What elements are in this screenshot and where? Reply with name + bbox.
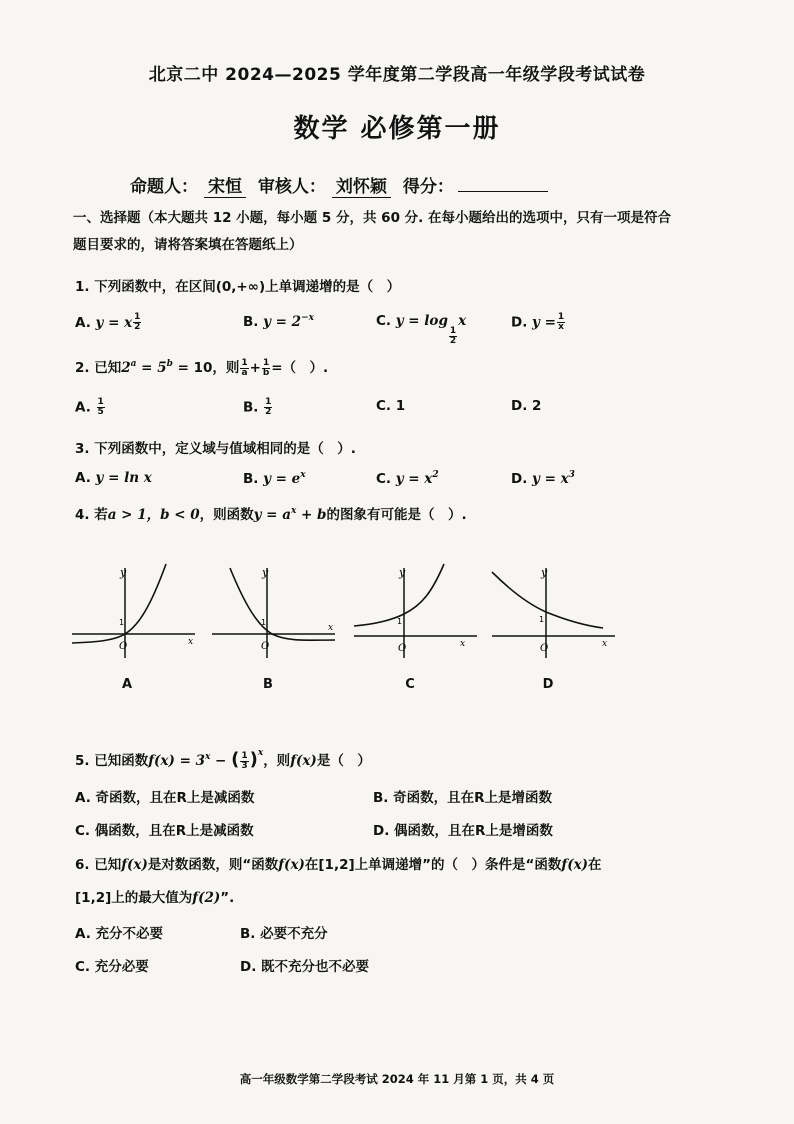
graph-b-label: B [263, 677, 273, 692]
subject-title: 数学 必修第一册 [293, 114, 501, 144]
graph-d-label: D [542, 677, 554, 692]
score-blank[interactable] [458, 191, 548, 192]
graph-a-label: A [121, 677, 133, 692]
q6-stem-line1: 6. 已知f(x)是对数函数，则“函数f(x)在[1,2]上单调递增”的（ ）条件是“函数f(x)在 [75, 857, 602, 873]
graph-a-curve [72, 564, 166, 643]
graph-a-origin: O [119, 641, 128, 652]
section-1-heading: 一、选择题（本大题共 12 小题，每小题 5 分，共 60 分. 在每小题给出的选项中，只有一项是符合题目要求的，请将答案填在答题纸上） [73, 210, 671, 253]
q3-option-a[interactable]: A. y = ln x [75, 470, 152, 486]
q1-option-d[interactable]: D. y = $\frac{1}{x}$ [511, 312, 565, 332]
graph-c-y-label: y [399, 566, 406, 579]
q3-option-d[interactable]: D. $y = x^3$ [511, 470, 575, 487]
graph-b-tick: 1 [261, 618, 267, 627]
graph-b-curve [230, 568, 335, 640]
graph-c-origin: O [398, 643, 407, 654]
q1-option-b[interactable]: B. $y = 2^{-x}$ [243, 313, 314, 330]
q3-option-b[interactable]: B. $y = e^x$ [243, 470, 306, 487]
q2-stem: 2. 已知$2^a = 5^b = 10$，则 $\frac{1}{a}$ + $\frac{1}{b}$ =（ ）. [75, 357, 329, 378]
q6-option-a[interactable]: A. 充分不必要 [75, 926, 164, 942]
q2-option-a[interactable]: A. $\frac{1}{5}$ [75, 397, 104, 417]
reviewer-name: 刘怀颖 [332, 172, 391, 198]
graph-b-origin: O [261, 641, 270, 652]
byline [130, 172, 548, 198]
graph-c-tick: 1 [397, 617, 403, 626]
q5-stem: 5. 已知函数$f(x) = 3^x$ − ( $\frac{1}{3}$ )$^x$，则f(x)是（ ） [75, 748, 371, 771]
graph-d-x-label: x [602, 639, 608, 649]
graph-a-tick: 1 [119, 618, 125, 627]
q2-option-c[interactable]: C. 1 [376, 398, 406, 414]
q1-option-c[interactable]: C. y = log $\frac{1}{2}$ x [376, 313, 467, 346]
q6-option-c[interactable]: C. 充分必要 [75, 959, 149, 975]
graph-a-x-label: x [188, 637, 194, 647]
graph-a-y-label: y [120, 566, 127, 579]
graph-d-curve [492, 572, 603, 628]
q3-stem: 3. 下列函数中，定义域与值域相同的是（ ）. [75, 441, 356, 457]
graph-c-x-label: x [460, 639, 466, 649]
q6-option-d[interactable]: D. 既不充分也不必要 [240, 959, 370, 975]
q2-option-d[interactable]: D. 2 [511, 398, 542, 414]
q1-option-a[interactable]: A. y = x $\frac{1}{2}$ [75, 312, 141, 332]
reviewer-label: 审核人： [257, 177, 326, 197]
graph-d-y-label: y [541, 566, 548, 579]
graph-d-origin: O [540, 643, 549, 654]
q5-option-d[interactable]: D. 偶函数，且在R上是增函数 [373, 823, 553, 839]
author-name: 宋恒 [204, 172, 246, 198]
q5-option-c[interactable]: C. 偶函数，且在R上是减函数 [75, 823, 254, 839]
score-label: 得分： [402, 177, 454, 197]
q6-stem-line2: [1,2]上的最大值为f(2)”. [75, 890, 235, 906]
page-footer: 高一年级数学第二学段考试 2024 年 11 月第 1 页，共 4 页 [239, 1072, 555, 1086]
graph-c[interactable] [352, 560, 482, 660]
q5-option-a[interactable]: A. 奇函数，且在R上是减函数 [75, 790, 255, 806]
q3-option-c[interactable]: C. $y = x^2$ [376, 470, 439, 487]
graph-a[interactable] [70, 560, 200, 660]
author-label: 命题人： [130, 177, 198, 197]
exam-header-title: 北京二中 2024—2025 学年度第二学段高一年级学段考试试卷 [148, 65, 646, 85]
q4-stem: 4. 若a > 1，b < 0，则函数$y = a^x + b$的图象有可能是（ ）. [75, 506, 467, 523]
graph-d[interactable] [490, 560, 620, 660]
graph-d-tick: 1 [539, 615, 545, 624]
graph-b[interactable] [210, 560, 340, 660]
q2-option-b[interactable]: B. $\frac{1}{2}$ [243, 397, 272, 417]
graph-c-label: C [405, 677, 415, 692]
graph-b-x-label: x [328, 623, 334, 633]
graph-b-y-label: y [262, 566, 269, 579]
q6-option-b[interactable]: B. 必要不充分 [240, 926, 328, 942]
q5-option-b[interactable]: B. 奇函数，且在R上是增函数 [373, 790, 553, 806]
q1-stem: 1. 下列函数中，在区间(0,+∞)上单调递增的是（ ） [75, 279, 401, 295]
